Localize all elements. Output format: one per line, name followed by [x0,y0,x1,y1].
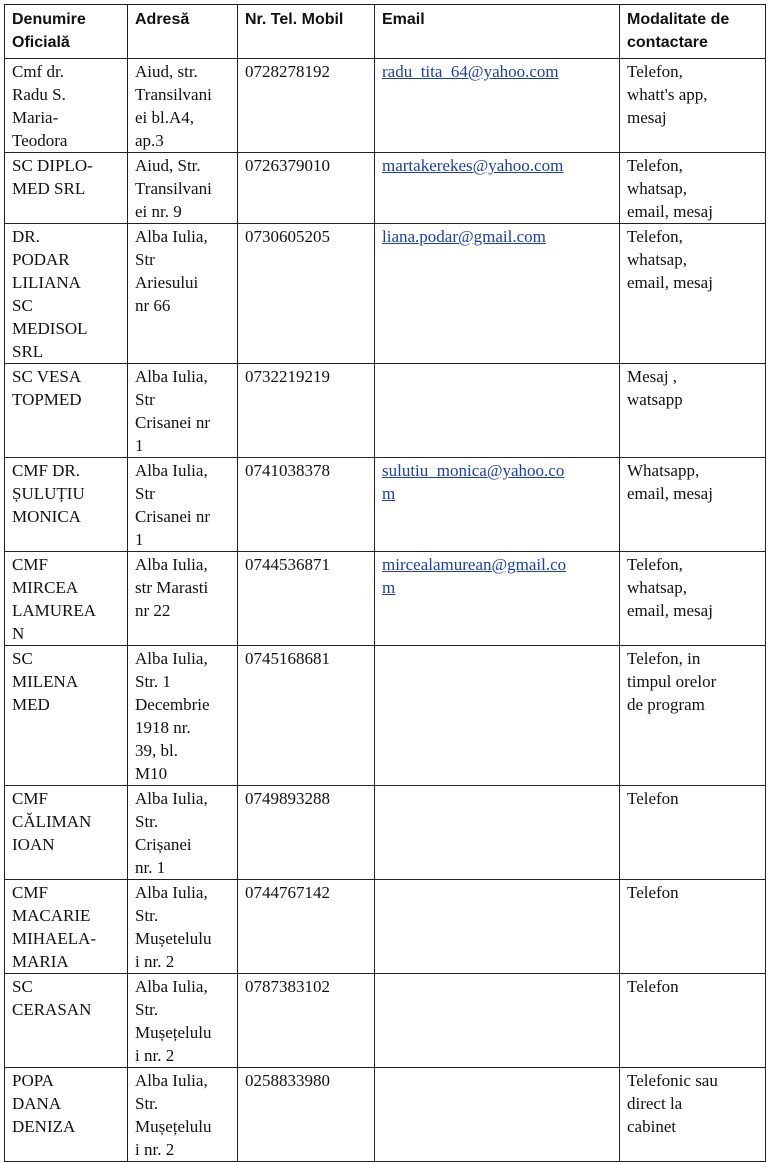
header-address: Adresă [128,5,238,59]
cell-contact-mode: Mesaj , watsapp [620,364,766,458]
table-row [5,786,766,880]
email-link[interactable]: mircealamurean@gmail.co m [382,555,567,597]
cell-address: Alba Iulia, Str. Crișanei nr. 1 [128,786,238,880]
table-row [5,59,766,153]
table-row [5,974,766,1068]
table-row [5,646,766,786]
email-link[interactable]: sulutiu_monica@yahoo.co m [382,461,565,503]
cell-phone: 0749893288 [238,786,375,880]
header-email: Email [375,5,620,59]
cell-email [375,646,620,786]
cell-phone: 0787383102 [238,974,375,1068]
cell-phone: 0744767142 [238,880,375,974]
table-row [5,224,766,364]
cell-address: Aiud, Str. Transilvani ei nr. 9 [128,153,238,224]
table-row [5,458,766,552]
cell-address: Aiud, str. Transilvani ei bl.A4, ap.3 [128,59,238,153]
table-row [5,1068,766,1162]
cell-name: CMF DR. ȘULUȚIU MONICA [5,458,128,552]
cell-contact-mode: Telefon, in timpul orelor de program [620,646,766,786]
cell-name: SC VESA TOPMED [5,364,128,458]
table-body [5,59,766,1162]
cell-phone: 0745168681 [238,646,375,786]
cell-address: Alba Iulia, Str. Mușetelulu i nr. 2 [128,880,238,974]
cell-contact-mode: Telefon [620,974,766,1068]
header-name: Denumire Oficială [5,5,128,59]
cell-email [375,1068,620,1162]
cell-address: Alba Iulia, Str. Mușețelulu i nr. 2 [128,974,238,1068]
cell-name: SC DIPLO- MED SRL [5,153,128,224]
cell-contact-mode: Telefon [620,786,766,880]
email-link[interactable]: martakerekes@yahoo.com [382,156,564,175]
cell-contact-mode: Telefon [620,880,766,974]
cell-address: Alba Iulia, Str. 1 Decembrie 1918 nr. 39, bl. M10 [128,646,238,786]
cell-phone: 0258833980 [238,1068,375,1162]
cell-name: POPA DANA DENIZA [5,1068,128,1162]
email-link[interactable]: radu_tita_64@yahoo.com [382,62,559,81]
cell-email [375,364,620,458]
cell-email [375,880,620,974]
cell-name: Cmf dr. Radu S. Maria- Teodora [5,59,128,153]
cell-address: Alba Iulia, Str. Mușețelulu i nr. 2 [128,1068,238,1162]
cell-address: Alba Iulia, Str Crisanei nr 1 [128,364,238,458]
header-phone: Nr. Tel. Mobil [238,5,375,59]
table-row [5,364,766,458]
table-row [5,880,766,974]
cell-name: CMF MIRCEA LAMUREA N [5,552,128,646]
cell-email [375,786,620,880]
cell-name: DR. PODAR LILIANA SC MEDISOL SRL [5,224,128,364]
email-link[interactable]: liana.podar@gmail.com [382,227,546,246]
cell-phone: 0730605205 [238,224,375,364]
cell-contact-mode: Telefon, whatsap, email, mesaj [620,153,766,224]
cell-phone: 0726379010 [238,153,375,224]
cell-phone: 0741038378 [238,458,375,552]
cell-name: SC MILENA MED [5,646,128,786]
cell-contact-mode: Telefon, whatsap, email, mesaj [620,224,766,364]
cell-email [375,59,620,153]
cell-address: Alba Iulia, Str Ariesului nr 66 [128,224,238,364]
cell-name: CMF CĂLIMAN IOAN [5,786,128,880]
cell-email [375,224,620,364]
cell-phone: 0728278192 [238,59,375,153]
header-contact-mode: Modalitate de contactare [620,5,766,59]
cell-email [375,552,620,646]
cell-contact-mode: Telefonic sau direct la cabinet [620,1068,766,1162]
cell-name: SC CERASAN [5,974,128,1068]
cell-email [375,458,620,552]
cell-contact-mode: Telefon, whatt's app, mesaj [620,59,766,153]
cell-phone: 0744536871 [238,552,375,646]
cell-contact-mode: Telefon, whatsap, email, mesaj [620,552,766,646]
cell-contact-mode: Whatsapp, email, mesaj [620,458,766,552]
cell-email [375,974,620,1068]
cell-address: Alba Iulia, str Marasti nr 22 [128,552,238,646]
table-row [5,552,766,646]
contacts-table [4,4,766,1162]
cell-name: CMF MACARIE MIHAELA- MARIA [5,880,128,974]
cell-phone: 0732219219 [238,364,375,458]
table-row [5,153,766,224]
header-row [5,5,766,59]
cell-address: Alba Iulia, Str Crisanei nr 1 [128,458,238,552]
cell-email [375,153,620,224]
